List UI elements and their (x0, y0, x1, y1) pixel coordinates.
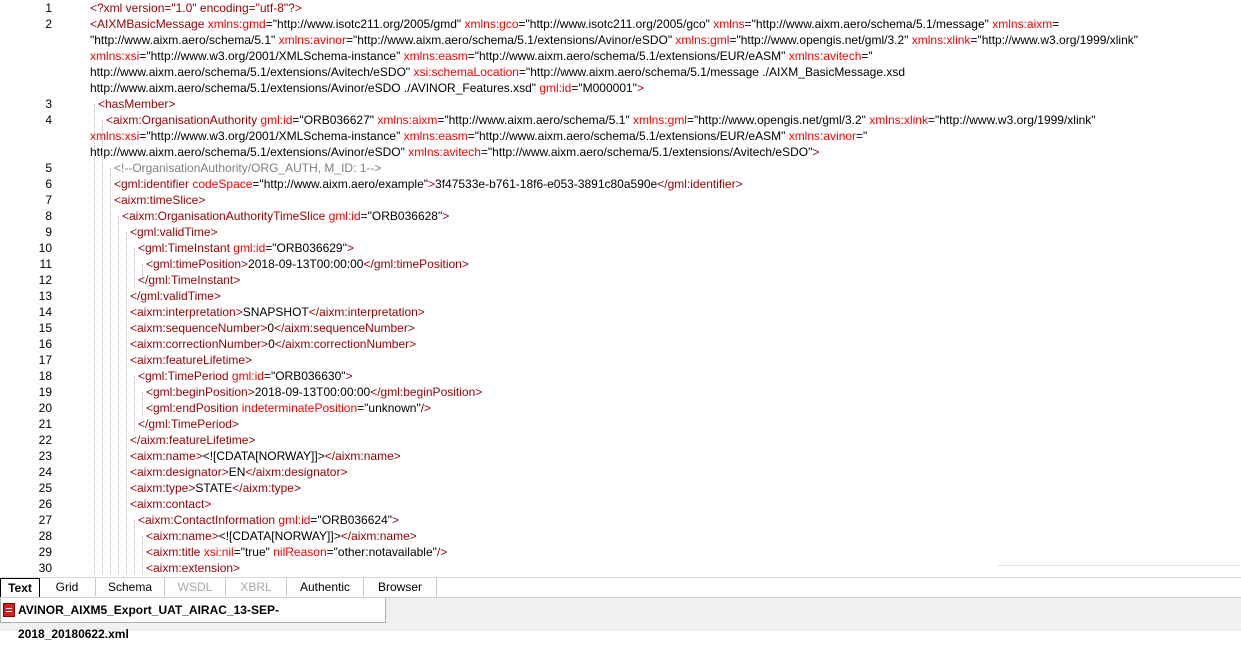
token-cm: <!--OrganisationAuthority/ORG_AUTH, M_ID: 1--> (114, 161, 382, 175)
token-t: </gml:timePosition> (363, 257, 469, 271)
code-text (138, 240, 354, 256)
tab-authentic[interactable]: Authentic (287, 578, 364, 596)
code-text (138, 416, 239, 432)
line-number: 12 (38, 273, 52, 287)
token-t: > (428, 177, 436, 191)
code-text (90, 144, 819, 160)
token-t: </aixm:sequenceNumber> (274, 321, 415, 335)
token-t: <gml:timePosition> (146, 257, 249, 271)
token-an: xmlns:avitech (408, 145, 481, 159)
token-tx: <![CDATA[NORWAY]]> (202, 449, 325, 463)
token-t: <aixm:title (146, 545, 204, 559)
token-t: > (392, 513, 400, 527)
token-t: </aixm:designator> (245, 465, 348, 479)
code-text (130, 320, 415, 336)
token-tx: 0 (267, 321, 275, 335)
code-text (90, 64, 905, 80)
token-t: </gml:identifier> (657, 177, 743, 191)
line-number: 9 (45, 225, 52, 239)
code-text (130, 288, 221, 304)
line-number: 4 (45, 113, 52, 127)
code-text (122, 208, 449, 224)
token-an: xmlns:aixm (377, 113, 438, 127)
line-number: 22 (38, 433, 52, 447)
xml-file-icon (3, 603, 15, 617)
line-number: 3 (45, 97, 52, 111)
token-tx: STATE (195, 481, 233, 495)
view-tab-bar (0, 577, 1241, 597)
line-number: 18 (38, 369, 52, 383)
token-t: </aixm:featureLifetime> (130, 433, 256, 447)
indent-guide (126, 232, 127, 574)
line-number: 14 (38, 305, 52, 319)
token-av: http://www.aixm.aero/schema/5.1/extensions/Avinor/eSDO ./AVINOR_Features.xsd" (90, 81, 540, 95)
code-text (138, 272, 240, 288)
token-av: ="http://www.aixm.aero/schema/5.1/message" (744, 17, 993, 31)
document-tab[interactable] (0, 598, 386, 641)
indent-guide (94, 104, 95, 574)
token-an: xmlns:aixm (992, 17, 1053, 31)
indent-guide (118, 216, 119, 574)
token-t: <aixm:OrganisationAuthority (106, 113, 261, 127)
tab-browser[interactable]: Browser (364, 578, 437, 596)
token-t: </gml:beginPosition> (370, 385, 483, 399)
line-number: 21 (38, 417, 52, 431)
line-number: 2 (45, 17, 52, 31)
code-text (146, 560, 240, 574)
token-av: http://www.aixm.aero/schema/5.1/extensions/Avinor/eSDO" (90, 145, 409, 159)
token-an: xmlns:xlink (911, 33, 971, 47)
token-tx: 0 (268, 337, 275, 351)
token-av: ="http://www.w3.org/2001/XMLSchema-instance" (139, 49, 404, 63)
token-av: ="http://www.w3.org/1999/xlink" (970, 33, 1139, 47)
code-text (130, 464, 347, 480)
token-t: > (346, 241, 354, 255)
line-number: 10 (38, 241, 52, 255)
line-number: 11 (39, 257, 52, 271)
token-t: /> (436, 545, 448, 559)
line-number: 25 (38, 481, 52, 495)
token-t: </aixm:correctionNumber> (274, 337, 417, 351)
tab-xbrl[interactable]: XBRL (226, 578, 287, 596)
code-text (90, 0, 302, 16)
code-text (146, 384, 482, 400)
line-number: 19 (38, 385, 52, 399)
token-av: ="other:notavailable" (326, 545, 437, 559)
horizontal-scroll-guide (999, 565, 1239, 574)
token-an: xmlns:easm (403, 49, 468, 63)
token-t: <gml:beginPosition> (146, 385, 255, 399)
token-t: <AIXMBasicMessage (90, 17, 208, 31)
token-an: xmlns:avitech (788, 49, 862, 63)
token-an: codeSpace (192, 177, 253, 191)
document-tab-bar (0, 597, 1241, 641)
token-t: <aixm:featureLifetime> (130, 353, 253, 367)
token-t: <gml:identifier (114, 177, 193, 191)
token-av: ="http://www.aixm.aero/schema/5.1/extensions/EUR/eASM" (467, 129, 789, 143)
code-text (130, 224, 218, 240)
line-number: 6 (45, 177, 52, 191)
indent-guide (110, 168, 111, 574)
tab-text[interactable]: Text (0, 578, 40, 598)
token-an: xsi:schemaLocation (413, 65, 519, 79)
line-number: 16 (38, 337, 52, 351)
token-av: ="ORB036629" (265, 241, 347, 255)
token-av: ="http://www.aixm.aero/schema/5.1/message ./AIXM_BasicMessage.xsd (518, 65, 906, 79)
token-av: ="http://www.aixm.aero/schema/5.1/extensions/EUR/eASM" (467, 49, 789, 63)
token-an: xsi:nil (203, 545, 234, 559)
code-text (146, 528, 417, 544)
token-av: ="http://www.isotc211.org/2005/gmd" (265, 17, 465, 31)
token-t: <gml:validTime> (130, 225, 218, 239)
line-number: 1 (45, 1, 52, 15)
token-tx: SNAPSHOT (242, 305, 309, 319)
code-text (146, 400, 431, 416)
token-av: =" (861, 49, 873, 63)
token-t: <aixm:extension> (146, 561, 241, 574)
line-number: 23 (38, 449, 52, 463)
token-an: xmlns:xlink (869, 113, 928, 127)
code-text (114, 192, 205, 208)
code-text (90, 32, 1138, 48)
token-an: gml:id (260, 113, 293, 127)
token-an: gml:id (233, 241, 266, 255)
code-text (114, 176, 743, 192)
token-av: = (1052, 17, 1060, 31)
code-text (90, 128, 867, 144)
token-t: <aixm:contact> (130, 497, 212, 511)
token-an: xmlns:gmd (207, 17, 266, 31)
token-t: <aixm:OrganisationAuthorityTimeSlice (122, 209, 329, 223)
token-t: </gml:TimePeriod> (138, 417, 239, 431)
token-an: nilReason (273, 545, 327, 559)
line-number: 20 (38, 401, 52, 415)
token-t: <aixm:sequenceNumber> (130, 321, 268, 335)
token-tx: 3f47533e-b761-18f6-e053-3891c80a590e (435, 177, 658, 191)
token-t: > (442, 209, 450, 223)
code-text (146, 256, 469, 272)
code-text (130, 352, 252, 368)
tab-grid[interactable]: Grid (39, 578, 96, 596)
token-av: ="http://www.opengis.net/gml/3.2" (686, 113, 870, 127)
token-av: ="http://www.w3.org/2001/XMLSchema-instance" (139, 129, 404, 143)
token-an: gml:id (231, 369, 264, 383)
indent-guide (142, 536, 143, 574)
code-text (130, 432, 255, 448)
indent-guide (134, 376, 135, 432)
token-t: </aixm:name> (324, 449, 401, 463)
token-av: ="unknown" (357, 401, 421, 415)
indent-guide (142, 392, 143, 416)
token-t: > (636, 81, 644, 95)
code-text (90, 16, 1059, 32)
line-number: 15 (38, 321, 52, 335)
token-av: ="ORB036624" (310, 513, 392, 527)
line-number: 29 (38, 545, 52, 559)
token-t: /> (420, 401, 432, 415)
token-an: gml:id (328, 209, 361, 223)
token-an: xmlns (713, 17, 745, 31)
token-av: ="M000001" (571, 81, 637, 95)
indent-guide (102, 120, 103, 574)
token-av: =" (856, 129, 868, 143)
token-av: ="ORB036628" (360, 209, 443, 223)
code-text (138, 368, 353, 384)
token-av: ="http://www.opengis.net/gml/3.2" (729, 33, 912, 47)
code-text (90, 48, 873, 64)
token-t: > (345, 369, 353, 383)
token-tx: EN (228, 465, 246, 479)
code-text (130, 496, 211, 512)
token-av: ="true" (233, 545, 274, 559)
token-t: </aixm:name> (340, 529, 417, 543)
line-number: 28 (38, 529, 52, 543)
token-t: </aixm:type> (232, 481, 301, 495)
token-t: <gml:TimeInstant (138, 241, 234, 255)
token-t: <hasMember> (98, 97, 176, 111)
code-text (138, 512, 399, 528)
token-t: <aixm:name> (130, 449, 203, 463)
code-text (146, 544, 447, 560)
code-text (98, 96, 175, 112)
line-number: 27 (38, 513, 52, 527)
line-number: 26 (38, 497, 52, 511)
code-text (130, 336, 416, 352)
token-t: <aixm:type> (130, 481, 196, 495)
token-t: <aixm:correctionNumber> (130, 337, 269, 351)
token-av: ="http://www.aixm.aero/schema/5.1" (437, 113, 633, 127)
token-t: </gml:TimeInstant> (138, 273, 241, 287)
token-an: gml:id (278, 513, 311, 527)
line-number: 7 (45, 193, 52, 207)
token-av: ="http://www.aixm.aero/schema/5.1/extensions/Avinor/eSDO" (345, 33, 676, 47)
line-number: 13 (38, 289, 52, 303)
line-number: 24 (38, 465, 52, 479)
indent-guide (134, 248, 135, 288)
token-an: xmlns:gml (675, 33, 730, 47)
code-text (114, 160, 381, 176)
token-pi: <?xml version="1.0" encoding="utf-8"?> (90, 1, 302, 15)
token-tx: 2018-09-13T00:00:00 (254, 385, 371, 399)
code-text (130, 448, 401, 464)
token-av: ="http://www.aixm.aero/example" (252, 177, 429, 191)
document-tab-label: AVINOR_AIXM5_Export_UAT_AIRAC_13-SEP-2018_20180622.xml (18, 603, 279, 641)
token-tx: 2018-09-13T00:00:00 (248, 257, 364, 271)
token-t: <gml:endPosition (146, 401, 242, 415)
token-av: ="ORB036627" (292, 113, 378, 127)
token-an: xmlns:gml (632, 113, 687, 127)
code-text (106, 112, 1096, 128)
token-av: ="http://www.isotc211.org/2005/gco" (518, 17, 714, 31)
line-number: 30 (38, 561, 52, 574)
token-an: xmlns:xsi (90, 49, 140, 63)
token-an: xmlns:avinor (788, 129, 857, 143)
code-text (130, 304, 425, 320)
token-an: xmlns:xsi (90, 129, 140, 143)
line-number: 17 (38, 353, 52, 367)
token-t: </aixm:interpretation> (308, 305, 425, 319)
token-t: <aixm:designator> (130, 465, 229, 479)
token-an: xmlns:easm (403, 129, 468, 143)
token-av: ="ORB036630" (263, 369, 346, 383)
code-text (90, 80, 644, 96)
token-t: </gml:validTime> (130, 289, 221, 303)
token-an: xmlns:gco (464, 17, 519, 31)
token-an: indeterminatePosition (241, 401, 358, 415)
token-av: ="http://www.w3.org/1999/xlink" (927, 113, 1096, 127)
token-an: xmlns:avinor (278, 33, 346, 47)
indent-guide (134, 520, 135, 574)
line-number: 5 (45, 161, 52, 175)
tab-wsdl[interactable]: WSDL (165, 578, 226, 596)
code-text (130, 480, 301, 496)
token-t: > (812, 145, 820, 159)
token-t: <aixm:timeSlice> (114, 193, 206, 207)
token-av: http://www.aixm.aero/schema/5.1/extensions/Avitech/eSDO" (90, 65, 414, 79)
token-t: <aixm:ContactInformation (138, 513, 279, 527)
token-t: <gml:TimePeriod (138, 369, 232, 383)
tab-schema[interactable]: Schema (96, 578, 165, 596)
line-number: 8 (45, 209, 52, 223)
token-av: ="http://www.aixm.aero/schema/5.1/extensions/Avitech/eSDO" (480, 145, 813, 159)
token-an: gml:id (539, 81, 572, 95)
token-t: <aixm:name> (146, 529, 219, 543)
token-tx: <![CDATA[NORWAY]]> (218, 529, 341, 543)
indent-guide (142, 264, 143, 280)
token-t: <aixm:interpretation> (130, 305, 243, 319)
token-av: "http://www.aixm.aero/schema/5.1" (90, 33, 279, 47)
